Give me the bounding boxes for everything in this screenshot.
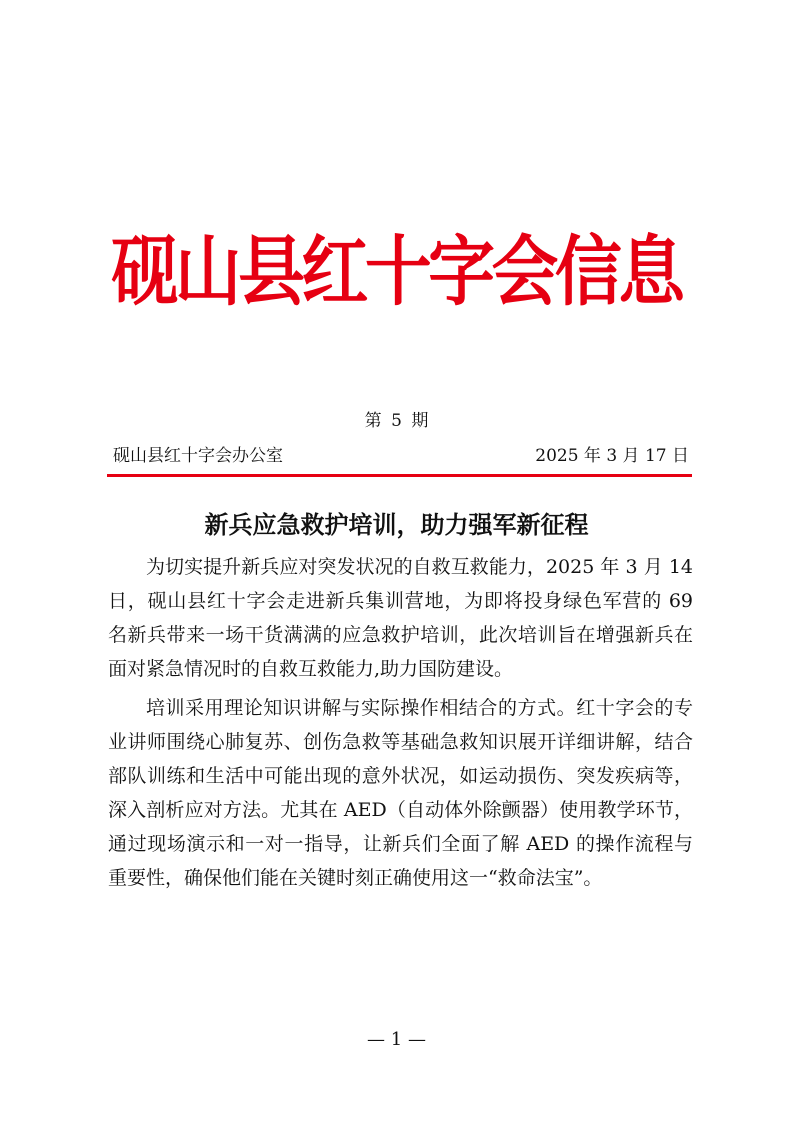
red-divider (107, 474, 692, 477)
issue-date: 2025 年 3 月 17 日 (535, 446, 689, 466)
article-title: 新兵应急救护培训，助力强军新征程 (204, 511, 589, 539)
issue-prefix: 第 (364, 411, 382, 431)
issue-value: 5 (391, 411, 402, 431)
masthead-title: 砚山县红十字会信息 (111, 227, 682, 316)
issue-suffix: 期 (411, 411, 429, 431)
issuing-organization: 砚山县红十字会办公室 (113, 446, 283, 466)
issue-number (0, 408, 793, 434)
article-paragraph: 培训采用理论知识讲解与实际操作相结合的方式。红十字会的专业讲师围绕心肺复苏、创伤急救等基础急救知识展开详细讲解，结合部队训练和生活中可能出现的意外状况，如运动损伤、突发疾病等，深入剖析应对方法。尤其在 AED（自动体外除颤器）使用教学环节，通过现场演示和一对一指导，让新兵们全面了解 AED 的操作流程与重要性，确保他们能在关键时刻正确使用这一“救命法宝”。 (108, 697, 693, 889)
article-body (108, 550, 693, 900)
page-number: — 1 — (367, 1029, 426, 1050)
article-paragraph: 为切实提升新兵应对突发状况的自救互救能力，2025 年 3 月 14 日，砚山县红十字会走进新兵集训营地，为即将投身绿色军营的 69 名新兵带来一场干货满满的应急救护培训，此次培训旨在增强新兵在面对紧急情况时的自救互救能力,助力国防建设。 (108, 556, 693, 680)
